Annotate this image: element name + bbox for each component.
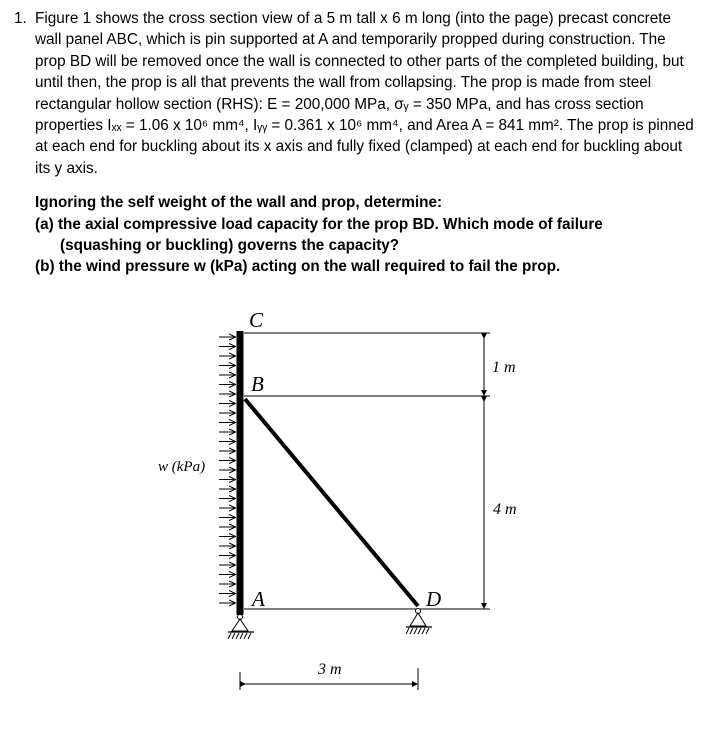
- part-a-line-2: (squashing or buckling) governs the capacity?: [60, 237, 400, 255]
- label-point-d: D: [426, 587, 442, 611]
- instruction-line: Ignoring the self weight of the wall and prop, determine:: [35, 194, 443, 212]
- part-a-line-1: (a) the axial compressive load capacity for the prop BD. Which mode of failure: [35, 215, 603, 233]
- pin-support-d: [406, 609, 432, 635]
- label-dim-4m: 4 m: [493, 501, 517, 518]
- dimension-right: [478, 333, 490, 609]
- label-point-a: A: [252, 587, 265, 611]
- label-point-b: B: [251, 372, 264, 396]
- pin-support-a: [228, 615, 254, 640]
- label-point-c: C: [249, 308, 264, 332]
- problem-paragraph: Figure 1 shows the cross section view of a 5 m tall x 6 m long (into the page) precast concrete wall panel ABC, which is pin supported at A and temporarily propped during construction. The prop BD will be removed once the wall is connected to other parts of the completed building, but until then, the prop is all that prevents the wall from collapsing. The prop is made from steel rectangular hollow section (RHS): E = 200,000 MPa, σᵧ = 350 MPa, and has cross section properties Iₓₓ = 1.06 x 10⁶ mm⁴, Iᵧᵧ = 0.361 x 10⁶ mm⁴, and Area A = 841 mm². The prop is pinned at each end for buckling about its x axis and fully fixed (clamped) at each end for buckling about its y axis.: [35, 10, 694, 177]
- part-b-line: (b) the wind pressure w (kPa) acting on the wall required to fail the prop.: [35, 258, 561, 276]
- prop-bd: [245, 399, 418, 606]
- question-number: 1.: [14, 10, 27, 27]
- wind-load-arrows: [219, 337, 235, 603]
- label-wind-pressure: w (kPa): [158, 459, 206, 475]
- label-dim-3m: 3 m: [318, 661, 342, 678]
- label-dim-1m: 1 m: [492, 359, 516, 376]
